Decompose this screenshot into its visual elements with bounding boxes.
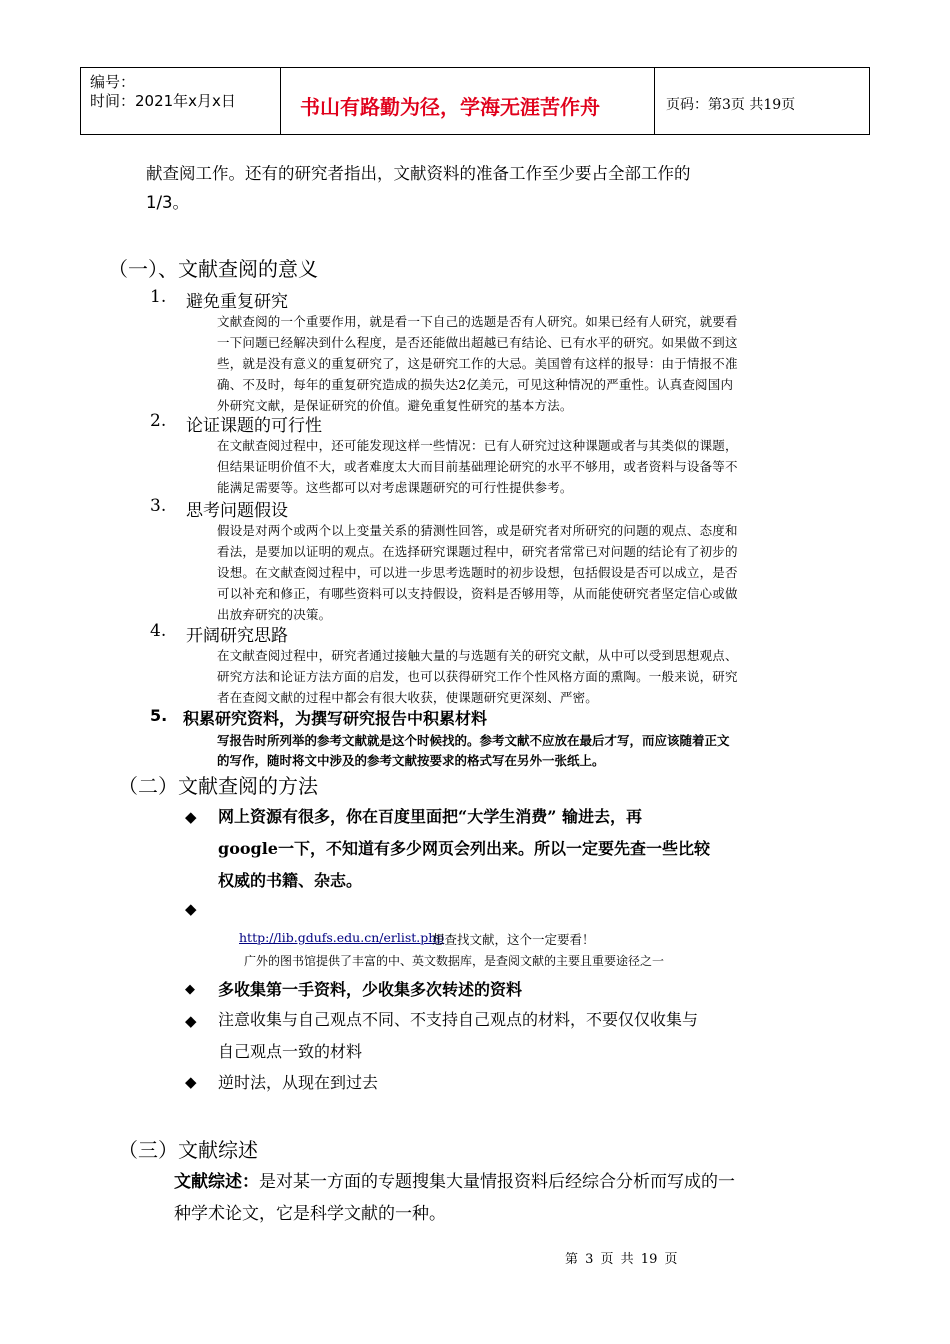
- bullet-3-text: 多收集第一手资料，少收集多次转述的资料: [218, 980, 523, 999]
- header-time-label: 时间：2021年x月x日: [90, 92, 236, 110]
- link-description: 广外的图书馆提供了丰富的中、英文数据库，是查阅文献的主要且重要途径之一: [244, 954, 665, 968]
- text-line: 文献查阅的一个重要作用，就是看一下自己的选题是否有人研究。如果已经有人研究，就要看: [217, 314, 738, 329]
- text-line: 可以补充和修正，有哪些资料可以支持假设，资料是否够用等，从而能使研究者坚定信心或做: [217, 586, 738, 601]
- text-line: 注意收集与自己观点不同、不支持自己观点的材料，不要仅仅收集与: [218, 1010, 699, 1029]
- intro-line-1: 献查阅工作。还有的研究者指出，文献资料的准备工作至少要占全部工作的: [146, 164, 691, 183]
- item-1-title: 避免重复研究: [186, 292, 288, 312]
- item-1-body: [217, 311, 812, 416]
- item-4-number: 4.: [150, 621, 167, 641]
- item-3-number: 3.: [150, 496, 167, 516]
- item-2-title: 论证课题的可行性: [186, 416, 322, 436]
- text-line: 看法，是要加以证明的观点。在选择研究课题过程中，研究者常常已对问题的结论有了初步的: [217, 544, 738, 559]
- item-2-number: 2.: [150, 411, 167, 431]
- link-note: 想查找文献，这个一定要看！: [432, 932, 595, 947]
- review-definition-text: 是对某一方面的专题搜集大量情报资料后经综合分析而写成的一: [259, 1172, 735, 1192]
- text-line: 研究方法和论证方法方面的启发，也可以获得研究工作个性风格方面的熏陶。一般来说，研究: [217, 669, 738, 684]
- header-page-label: 页码：第3页 共19页: [666, 97, 796, 113]
- item-5-title: 积累研究资料，为撰写研究报告中积累材料: [183, 709, 488, 728]
- header-divider-2: [654, 67, 655, 135]
- header-divider-1: [280, 67, 281, 135]
- text-line: 者在查阅文献的过程中都会有很大收获，使课题研究更深刻、严密。: [217, 690, 599, 705]
- text-line: 一下问题已经解决到什么程度，是否还能做出超越已有结论、已有水平的研究。如果做不到这: [217, 335, 738, 350]
- review-definition-label: 文献综述：: [174, 1172, 259, 1192]
- bullet-4-text: [218, 1004, 818, 1068]
- item-1-number: 1.: [150, 287, 167, 307]
- header-left-rule: [80, 67, 81, 135]
- review-definition-line-1: [174, 1167, 735, 1192]
- item-4-body: [217, 645, 812, 708]
- text-line: 但结果证明价值不大，或者难度太大而目前基础理论研究的水平不够用，或者资料与设备等不: [217, 459, 738, 474]
- text-line: google一下，不知道有多少网页会列出来。所以一定要先查一些比较: [218, 839, 710, 858]
- footer-page-number: 第 3 页 共 19 页: [565, 1252, 678, 1267]
- header-top-rule: [80, 67, 870, 68]
- text-line: 些，就是没有意义的重复研究了，这是研究工作的大忌。美国曾有这样的报导：由于情报不准: [217, 356, 738, 371]
- header-number-label: 编号：: [90, 73, 136, 91]
- item-4-title: 开阔研究思路: [186, 626, 288, 646]
- item-2-body: [217, 435, 812, 498]
- text-line: 出放弃研究的决策。: [217, 607, 332, 622]
- text-line: 网上资源有很多，你在百度里面把“大学生消费” 输进去，再: [218, 807, 642, 826]
- text-line: 确、不及时，每年的重复研究造成的损失达2亿美元，可见这种情况的严重性。认真查阅国内: [217, 377, 734, 392]
- section-1-title: （一）、文献查阅的意义: [108, 257, 318, 281]
- bullet-5-text: 逆时法，从现在到过去: [218, 1073, 379, 1092]
- review-definition-line-2: 种学术论文，它是科学文献的一种。: [174, 1204, 446, 1224]
- text-line: 写报告时所列举的参考文献就是这个时候找的。参考文献不应放在最后才写，而应该随着正文: [217, 733, 730, 748]
- text-line: 在文献查阅过程中，还可能发现这样一些情况：已有人研究过这种课题或者与其类似的课题，: [217, 438, 738, 453]
- bullet-icon: ◆: [185, 1012, 197, 1030]
- item-5-body: [217, 731, 817, 771]
- bullet-icon: ◆: [185, 982, 195, 997]
- text-line: 假设是对两个或两个以上变量关系的猜测性回答，或是研究者对所研究的问题的观点、态度和: [217, 523, 738, 538]
- text-line: 权威的书籍、杂志。: [218, 871, 363, 890]
- item-5-number: 5.: [150, 706, 168, 725]
- text-line: 外研究文献，是保证研究的价值。避免重复性研究的基本方法。: [217, 398, 573, 413]
- header-motto: 书山有路勤为径，学海无涯苦作舟: [300, 95, 600, 119]
- text-line: 能满足需要等。这些都可以对考虑课题研究的可行性提供参考。: [217, 480, 573, 495]
- header-bottom-rule: [80, 134, 870, 135]
- intro-line-2: 1/3。: [146, 193, 190, 212]
- bullet-icon: ◆: [185, 1073, 197, 1091]
- item-3-body: [217, 520, 812, 625]
- bullet-icon: ◆: [185, 808, 197, 826]
- text-line: 在文献查阅过程中，研究者通过接触大量的与选题有关的研究文献，从中可以受到思想观点、: [217, 648, 738, 663]
- bullet-icon: ◆: [185, 900, 197, 918]
- section-2-title: （二）文献查阅的方法: [118, 774, 318, 798]
- text-line: 设想。在文献查阅过程中，可以进一步思考选题时的初步设想，包括假设是否可以成立，是否: [217, 565, 738, 580]
- section-3-title: （三）文献综述: [118, 1138, 258, 1162]
- header-right-rule: [869, 67, 870, 135]
- library-link[interactable]: http://lib.gdufs.edu.cn/erlist.php: [239, 930, 445, 945]
- text-line: 自己观点一致的材料: [218, 1042, 363, 1061]
- item-3-title: 思考问题假设: [186, 501, 288, 521]
- text-line: 的写作，随时将文中涉及的参考文献按要求的格式写在另外一张纸上。: [217, 753, 605, 768]
- bullet-1-text: [218, 801, 818, 897]
